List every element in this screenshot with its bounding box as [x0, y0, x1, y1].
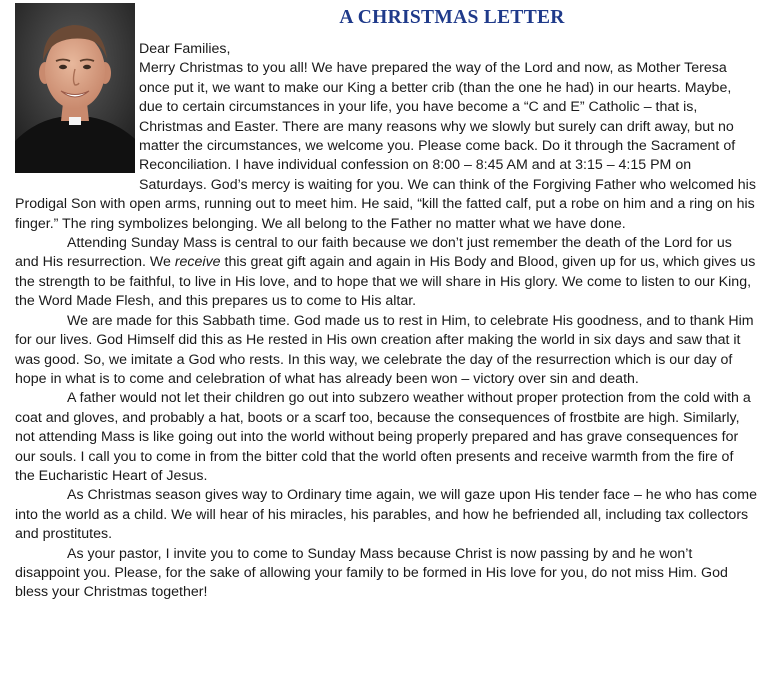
paragraph-2-start: Attending Sunday Mass is central to our faith because we don’t just remember the death of the Lord for us and His resurrection. We: [15, 235, 732, 271]
photo-spacer: [15, 40, 139, 176]
paragraph-4: A father would not let their children go out into subzero weather without proper protection from the cold with a coat and gloves, and probably a hat, boots or a scarf too, because the consequences of frostbite are high. Similarly, not attending Mass is like going out into the world without being properly prepared and has grave consequences for our souls. I call you to come in from the bitter cold that the world often presents and receive warmth from the fire of the Eucharistic Heart of Jesus.: [15, 390, 751, 484]
paragraph-3: We are made for this Sabbath time. God made us to rest in Him, to celebrate His goodness, and to thank Him for our lives. God Himself did this as He rested in His own creation after making the world in six days and saw that it was good. So, we imitate a God who rests. In this way, we celebrate the day of the resurrection which is our day of hope in what is to come and celebration of what has already been won – victory over sin and death.: [15, 312, 754, 387]
letter-body: [15, 40, 757, 603]
paragraph-5: As Christmas season gives way to Ordinary time again, we will gaze upon His tender face – he who has come into the world as a child. We will hear of his miracles, his parables, and how he befriended all, including tax collectors and prostitutes.: [15, 487, 757, 543]
paragraph-1: Merry Christmas to you all! We have prepared the way of the Lord and now, as Mother Teresa once put it, we want to make our King a better crib (than the one he had) in our hearts. Maybe, due to certain circumstances in your life, you have become a “C and E” Catholic – that is, Christmas and Easter. There are many reasons why we slowly but surely can drift away, but no matter the circumstances, we welcome you. Please come back. Do it through the Sacrament of Reconciliation. I have individual confession on 8:00 – 8:45 AM and at 3:15 – 4:15 PM on Saturdays. God’s mercy is waiting for you. We can think of the Forgiving Father who welcomed his Prodigal Son with open arms, running out to meet him. He said, “kill the fatted calf, put a robe on him and a ring on his finger.” The ring symbolizes belonging. We all belong to the Father no matter what we have done.: [15, 60, 756, 232]
paragraph-6: As your pastor, I invite you to come to Sunday Mass because Christ is now passing by and he won’t disappoint you. Please, for the sake of allowing your family to be formed in His love for you, do not miss Him. God bless your Christmas together!: [15, 545, 728, 601]
letter-greeting: Dear Families,: [139, 41, 231, 57]
paragraph-2-end: this great gift again and again in His Body and Blood, given up for us, which gives us the strength to be faithful, to live in His love, and to hope that we will share in His glory. We come to listen to our King, the Word Made Flesh, and this prepares us to come to His altar.: [15, 254, 756, 310]
paragraph-2: [15, 234, 757, 312]
letter-title: A CHRISTMAS LETTER: [339, 7, 565, 28]
paragraph-2-emphasis: receive: [174, 254, 221, 271]
